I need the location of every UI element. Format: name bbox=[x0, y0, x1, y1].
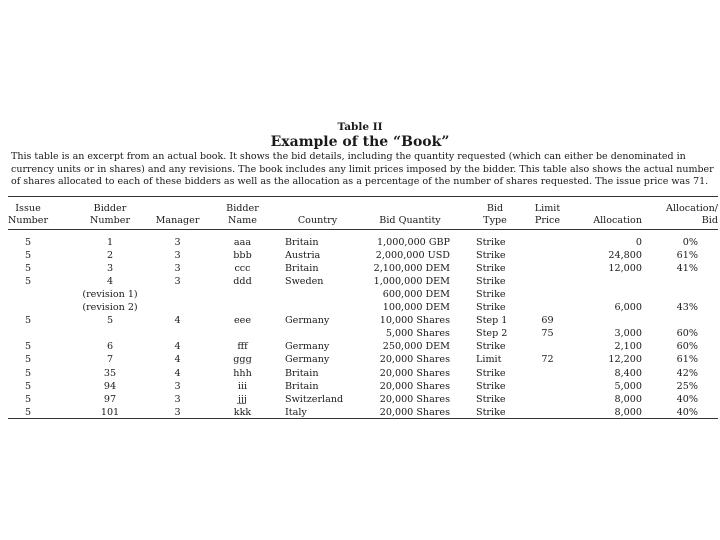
cell-bid-type: Strike bbox=[476, 393, 506, 405]
cell-allocation-pct: 61% bbox=[676, 250, 698, 262]
cell-limit-price: 72 bbox=[541, 354, 554, 366]
cell-bid-quantity: 1,000,000 GBP bbox=[376, 237, 450, 248]
cell-bidder-number: 97 bbox=[103, 393, 117, 405]
cell-issue-number: 5 bbox=[24, 276, 32, 288]
cell-country: Britain bbox=[285, 367, 319, 379]
cell-manager: 3 bbox=[174, 263, 181, 275]
cell-bidder-name: iii bbox=[237, 380, 248, 392]
cell-bidder-number: 2 bbox=[106, 250, 114, 262]
cell-bid-quantity: 20,000 Shares bbox=[379, 380, 450, 392]
cell-bid-quantity: 20,000 Shares bbox=[379, 406, 450, 418]
cell-bidder-number: 6 bbox=[106, 341, 114, 353]
cell-issue-number: 5 bbox=[24, 237, 32, 248]
cell-bid-type: Strike bbox=[476, 237, 506, 248]
cell-country: Sweden bbox=[285, 276, 324, 288]
cell-bidder-name: ggg bbox=[233, 354, 252, 366]
cell-manager: 3 bbox=[174, 380, 181, 392]
cell-allocation-pct: 60% bbox=[676, 328, 698, 340]
cell-bidder-number: 4 bbox=[106, 276, 114, 288]
cell-bid-type: Strike bbox=[476, 367, 506, 379]
cell-allocation: 5,000 bbox=[614, 380, 642, 392]
cell-country: Austria bbox=[285, 250, 321, 262]
cell-allocation: 24,800 bbox=[608, 250, 642, 262]
cell-manager: 3 bbox=[174, 393, 181, 405]
cell-bidder-number: 101 bbox=[100, 406, 120, 418]
cell-issue-number: 5 bbox=[24, 250, 32, 262]
cell-bid-type: Strike bbox=[476, 276, 506, 288]
cell-issue-number: 5 bbox=[24, 263, 32, 275]
cell-bid-type: Step 1 bbox=[476, 315, 508, 327]
caption-line: of shares allocated to each of these bidders as well as the allocation as a percentage of the number of shares requested. The issue price was 71. bbox=[11, 176, 709, 188]
cell-limit-price: 75 bbox=[541, 328, 554, 340]
cell-bid-type: Step 2 bbox=[476, 328, 508, 340]
header-bid-quantity: Bid Quantity bbox=[379, 214, 441, 226]
cell-issue-number: 5 bbox=[24, 367, 32, 379]
cell-manager: 3 bbox=[174, 406, 181, 418]
cell-bid-quantity: 2,000,000 USD bbox=[375, 250, 450, 262]
cell-bid-type: Strike bbox=[476, 380, 506, 392]
cell-manager: 3 bbox=[174, 276, 181, 288]
cell-bidder-name: ccc bbox=[234, 263, 251, 275]
cell-allocation-pct: 42% bbox=[676, 367, 698, 379]
cell-bidder-name: fff bbox=[237, 341, 248, 353]
header-country: Country bbox=[297, 214, 338, 226]
cell-bidder-name: hhh bbox=[233, 367, 252, 379]
cell-issue-number: 5 bbox=[24, 406, 32, 418]
cell-allocation: 8,000 bbox=[614, 406, 642, 418]
cell-allocation-pct: 40% bbox=[676, 393, 698, 405]
header-issue-number: Issue Number bbox=[8, 203, 49, 226]
cell-manager: 3 bbox=[174, 250, 181, 262]
cell-allocation-pct: 40% bbox=[676, 406, 698, 418]
cell-allocation-pct: 41% bbox=[676, 263, 698, 275]
cell-issue-number: 5 bbox=[24, 341, 32, 353]
cell-country: Germany bbox=[285, 354, 330, 366]
cell-country: Germany bbox=[285, 341, 330, 353]
cell-allocation: 12,200 bbox=[608, 354, 642, 366]
cell-bid-type: Limit bbox=[476, 354, 502, 366]
cell-bid-quantity: 10,000 Shares bbox=[379, 315, 450, 327]
top-rule bbox=[8, 196, 718, 197]
cell-bidder-name: eee bbox=[233, 315, 252, 327]
cell-allocation-pct: 0% bbox=[682, 237, 698, 248]
cell-country: Britain bbox=[285, 237, 319, 248]
cell-bid-type: Strike bbox=[476, 250, 506, 262]
cell-bid-quantity: 600,000 DEM bbox=[382, 289, 450, 301]
header-allocation-pct: Allocation/ Bid bbox=[665, 203, 718, 226]
cell-country: Switzerland bbox=[285, 393, 344, 405]
cell-allocation-pct: 60% bbox=[676, 341, 698, 353]
header-bidder-number: Bidder Number bbox=[89, 203, 131, 226]
cell-bidder-number: 3 bbox=[106, 263, 114, 275]
table-title: Example of the “Book” bbox=[270, 134, 450, 150]
cell-bidder-number: 35 bbox=[103, 367, 117, 379]
header-limit-price: Limit Price bbox=[534, 203, 561, 226]
cell-bid-type: Strike bbox=[476, 341, 506, 353]
cell-allocation: 0 bbox=[635, 237, 642, 248]
cell-bidder-number: 7 bbox=[106, 354, 114, 366]
cell-bid-type: Strike bbox=[476, 289, 506, 301]
cell-allocation: 2,100 bbox=[614, 341, 642, 353]
cell-bidder-name: aaa bbox=[233, 237, 252, 248]
cell-allocation: 8,400 bbox=[614, 367, 642, 379]
cell-manager: 4 bbox=[174, 367, 181, 379]
header-allocation: Allocation bbox=[593, 214, 642, 226]
cell-bid-quantity: 20,000 Shares bbox=[379, 367, 450, 379]
cell-bid-quantity: 20,000 Shares bbox=[379, 354, 450, 366]
cell-bid-quantity: 1,000,000 DEM bbox=[373, 276, 450, 288]
cell-allocation: 12,000 bbox=[608, 263, 642, 275]
cell-bid-type: Strike bbox=[476, 406, 506, 418]
cell-manager: 4 bbox=[174, 315, 181, 327]
cell-allocation: 3,000 bbox=[614, 328, 642, 340]
cell-bid-quantity: 250,000 DEM bbox=[382, 341, 450, 353]
cell-manager: 4 bbox=[174, 354, 181, 366]
cell-bid-type: Strike bbox=[476, 263, 506, 275]
cell-bidder-name: bbb bbox=[233, 250, 252, 262]
header-rule bbox=[8, 229, 718, 230]
caption-line: currency units or in shares) and any revisions. The book includes any limit prices imposed by the bidder. This table also shows the actual number bbox=[11, 163, 714, 175]
cell-allocation: 6,000 bbox=[614, 302, 642, 314]
cell-allocation-pct: 25% bbox=[676, 380, 698, 392]
table-caption bbox=[11, 151, 717, 189]
cell-issue-number: 5 bbox=[24, 393, 32, 405]
cell-country: Germany bbox=[285, 315, 330, 327]
cell-issue-number: 5 bbox=[24, 380, 32, 392]
caption-line: This table is an excerpt from an actual book. It shows the bid details, including the quantity requested (which can either be denominated in bbox=[11, 151, 686, 162]
bottom-rule bbox=[8, 418, 718, 419]
header-manager: Manager bbox=[155, 214, 200, 226]
table-label: Table II bbox=[337, 121, 383, 133]
cell-manager: 3 bbox=[174, 237, 181, 248]
cell-bidder-number: 1 bbox=[106, 237, 114, 248]
cell-bid-quantity: 5,000 Shares bbox=[385, 328, 450, 340]
cell-bidder-number: (revision 2) bbox=[82, 302, 138, 314]
cell-bidder-number: 94 bbox=[103, 380, 117, 392]
cell-issue-number: 5 bbox=[24, 315, 32, 327]
cell-bidder-number: (revision 1) bbox=[82, 289, 138, 301]
header-bid-type: Bid Type bbox=[483, 203, 507, 226]
cell-bidder-name: ddd bbox=[233, 276, 252, 288]
cell-allocation-pct: 43% bbox=[676, 302, 698, 314]
cell-bidder-name: kkk bbox=[233, 406, 252, 418]
header-bidder-name: Bidder Name bbox=[226, 203, 259, 226]
cell-allocation-pct: 61% bbox=[676, 354, 698, 366]
cell-bid-quantity: 100,000 DEM bbox=[382, 302, 450, 314]
cell-bidder-name: jjj bbox=[238, 393, 247, 405]
cell-bid-quantity: 2,100,000 DEM bbox=[373, 263, 450, 275]
cell-country: Italy bbox=[285, 406, 307, 418]
cell-country: Britain bbox=[285, 380, 319, 392]
cell-country: Britain bbox=[285, 263, 319, 275]
cell-issue-number: 5 bbox=[24, 354, 32, 366]
cell-manager: 4 bbox=[174, 341, 181, 353]
cell-bidder-number: 5 bbox=[106, 315, 114, 327]
cell-bid-type: Strike bbox=[476, 302, 506, 314]
cell-bid-quantity: 20,000 Shares bbox=[379, 393, 450, 405]
cell-limit-price: 69 bbox=[541, 315, 554, 327]
cell-allocation: 8,000 bbox=[614, 393, 642, 405]
